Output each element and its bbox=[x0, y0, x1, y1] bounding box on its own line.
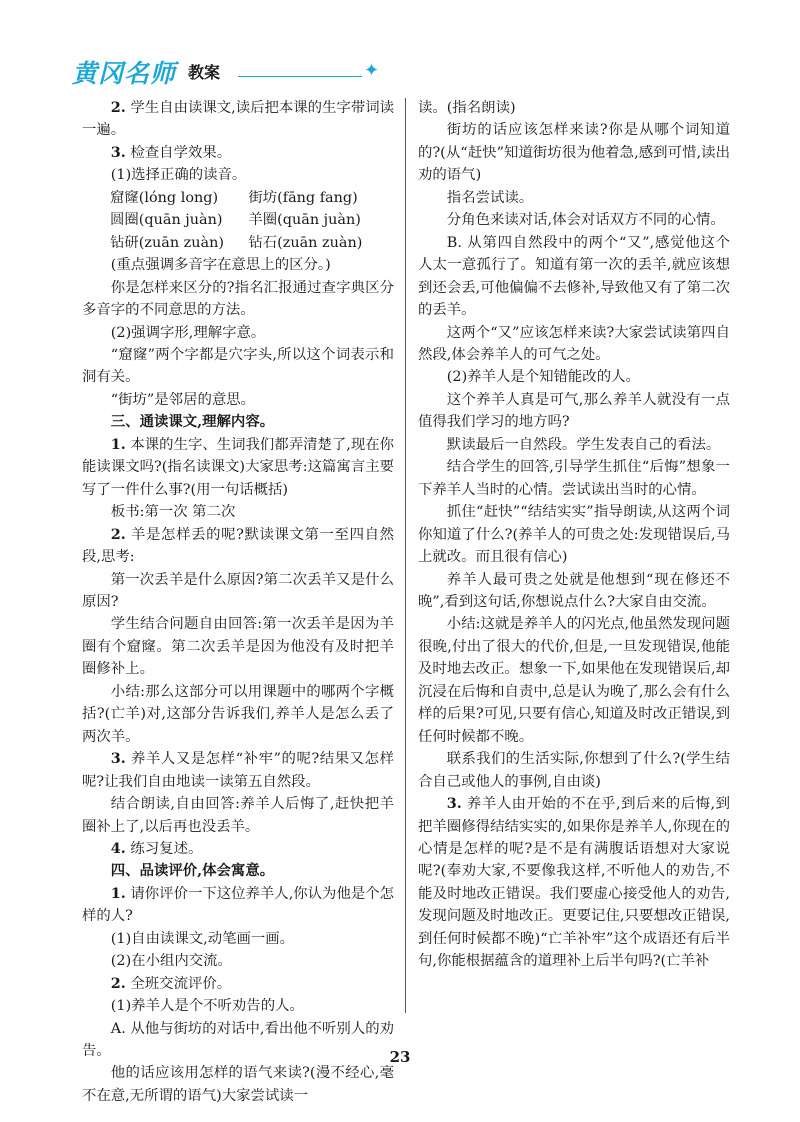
paragraph-text: 本课的生字、生词我们都弄清楚了,现在你能读课文吗?(指名读课文)大家思考:这篇寓言主要写了一件什么事?(用一句话概括) bbox=[82, 436, 395, 498]
paragraph: “窟窿”两个字都是穴字头,所以这个词表示和洞有关。 bbox=[82, 346, 394, 386]
paragraph-text: 羊是怎样丢的呢?默读课文第一至四自然段,思考: bbox=[82, 526, 394, 566]
paragraph: 小结:这就是养羊人的闪光点,他虽然发现问题很晚,付出了很大的代价,但是,一旦发现错误,他能及时地去改正。想象一下,如果他在发现错误后,却沉浸在后悔和自责中,总是认为晚了,那么会有什么样的后果?可见,只要有信心,知道及时改正错误,到任何时候都不晚。 bbox=[418, 616, 730, 745]
paragraph: (1)自由读课文,动笔画一画。 bbox=[110, 930, 295, 947]
paragraph-text: 检查自学效果。 bbox=[125, 144, 232, 161]
paragraph: (2)养羊人是个知错能改的人。 bbox=[446, 369, 640, 386]
paragraph: 街坊的话应该怎样来读?你是从哪个词知道的?(从“赶快”知道街坊很为他着急,感到可惜,读出劝的语气) bbox=[418, 122, 730, 184]
pinyin-row bbox=[82, 232, 394, 254]
paragraph bbox=[82, 97, 394, 142]
item-number: 3. bbox=[110, 750, 126, 768]
pinyin-row bbox=[82, 187, 394, 209]
paragraph: 这个养羊人真是可气,那么养羊人就没有一点值得我们学习的地方吗? bbox=[418, 391, 730, 431]
book-subtitle: 教案 bbox=[188, 63, 221, 82]
item-number: 2. bbox=[110, 99, 126, 116]
paragraph: A. 从他与街坊的对话中,看出他不听别人的劝告。 bbox=[82, 1020, 394, 1060]
pinyin-grid bbox=[82, 187, 394, 254]
paragraph bbox=[82, 434, 394, 501]
header-rule bbox=[238, 76, 362, 77]
paragraph: 你是怎样来区分的?指名汇报通过查字典区分多音字的不同意思的方法。 bbox=[82, 279, 394, 319]
paragraph bbox=[82, 973, 394, 995]
paragraph-text: 练习复述。 bbox=[125, 840, 203, 857]
paragraph bbox=[82, 142, 394, 164]
pinyin-word: 羊圈(quān juàn) bbox=[248, 212, 361, 229]
page-header bbox=[72, 52, 752, 92]
paragraph: (1)养羊人是个不听劝告的人。 bbox=[110, 998, 304, 1015]
item-number: 1. bbox=[110, 884, 126, 902]
paragraph: 读。(指名朗读) bbox=[418, 100, 516, 116]
item-number: 2. bbox=[110, 974, 126, 992]
paragraph: (2)强调字形,理解字意。 bbox=[110, 324, 266, 341]
left-column bbox=[82, 97, 394, 1107]
paragraph: 板书:第一次 第二次 bbox=[110, 504, 236, 521]
paragraph: 第一次丢羊是什么原因?第二次丢羊又是什么原因? bbox=[82, 571, 394, 610]
paragraph: 三、通读课文,理解内容。 bbox=[110, 413, 275, 431]
paragraph bbox=[82, 524, 394, 569]
paragraph: 学生结合问题自由回答:第一次丢羊是因为羊圈有个窟窿。第二次丢羊是因为他没有及时把羊圈修补上。 bbox=[82, 616, 394, 678]
paragraph: B. 从第四自然段中的两个“又”,感觉他这个人太一意孤行了。知道有第一次的丢羊,就应该想到还会丢,可他偏偏不去修补,导致他又有了第二次的丢羊。 bbox=[418, 234, 730, 319]
paragraph: 抓住“赶快”“结结实实”指导朗读,从这两个词你知道了什么?(养羊人的可贵之处:发现错误后,马上就改。而且很有信心) bbox=[418, 504, 730, 566]
paragraph-text: 养羊人又是怎样“补牢”的呢?结果又怎样呢?让我们自由地读一读第五自然段。 bbox=[82, 751, 394, 790]
paragraph: 指名尝试读。 bbox=[446, 189, 534, 206]
paragraph: “街坊”是邻居的意思。 bbox=[110, 391, 256, 408]
pinyin-word: 窟窿(lóng long) bbox=[110, 189, 219, 206]
paragraph: 默读最后一自然段。学生发表自己的看法。 bbox=[446, 436, 721, 453]
item-number: 3. bbox=[110, 143, 126, 161]
pinyin-word: 钻石(zuān zuàn) bbox=[248, 234, 363, 251]
paragraph: 养羊人最可贵之处就是他想到“现在修还不晚”,看到这句话,你想说点什么?大家自由交流。 bbox=[418, 571, 730, 610]
paragraph: (1)选择正确的读音。 bbox=[110, 167, 247, 184]
paragraph-text: 学生自由读课文,读后把本课的生字带词读一遍。 bbox=[82, 100, 395, 139]
pinyin-word: 街坊(fāng fang) bbox=[248, 189, 358, 206]
paragraph bbox=[82, 883, 394, 928]
paragraph: 联系我们的生活实际,你想到了什么?(学生结合自己或他人的事例,自由谈) bbox=[418, 751, 730, 790]
paragraph bbox=[418, 793, 730, 973]
paragraph-text: 全班交流评价。 bbox=[125, 975, 232, 992]
paragraph-text: 请你评价一下这位养羊人,你认为他是个怎样的人? bbox=[82, 885, 395, 925]
paragraph: 分角色来读对话,体会对话双方不同的心情。 bbox=[446, 212, 725, 229]
paragraph: 四、品读评价,体会寓意。 bbox=[110, 862, 275, 880]
item-number: 4. bbox=[110, 839, 126, 857]
right-column bbox=[418, 97, 730, 973]
paragraph bbox=[82, 748, 394, 793]
paragraph: 他的话应该用怎样的语气来读?(漫不经心,毫不在意,无所谓的语气)大家尝试读一 bbox=[82, 1065, 394, 1104]
column-divider bbox=[405, 98, 406, 1013]
item-number: 3. bbox=[446, 795, 462, 813]
pinyin-word: 钻研(zuān zuàn) bbox=[110, 234, 224, 251]
paragraph: (2)在小组内交流。 bbox=[110, 953, 232, 970]
paragraph: (重点强调多音字在意思上的区分。) bbox=[110, 257, 331, 274]
brand-logo: 黄冈名师 bbox=[72, 59, 177, 88]
pinyin-row bbox=[82, 209, 394, 231]
paragraph: 结合朗读,自由回答:养羊人后悔了,赶快把羊圈补上了,以后再也没丢羊。 bbox=[82, 796, 394, 835]
item-number: 1. bbox=[110, 435, 126, 453]
paragraph: 小结:那么这部分可以用课题中的哪两个字概括?(亡羊)对,这部分告诉我们,养羊人是怎么丢了两次羊。 bbox=[82, 683, 394, 745]
page-number: 23 bbox=[389, 1048, 411, 1066]
paragraph: 结合学生的回答,引导学生抓住“后悔”想象一下养羊人当时的心情。尝试读出当时的心情。 bbox=[418, 459, 730, 498]
paragraph: 这两个“又”应该怎样来读?大家尝试读第四自然段,体会养羊人的可气之处。 bbox=[418, 324, 730, 363]
sparkle-icon: ✦ bbox=[364, 60, 380, 81]
paragraph bbox=[82, 838, 394, 860]
pinyin-word: 圆圈(quān juàn) bbox=[110, 212, 223, 229]
item-number: 2. bbox=[110, 525, 126, 543]
paragraph-text: 养羊人由开始的不在乎,到后来的后悔,到把羊圈修得结结实实的,如果你是养羊人,你现在的心情是怎样的呢?是不是有满腹话语想对大家说呢?(奉劝大家,不要像我这样,不听他人的劝告,不能及时地改正错误。我们要虚心接受他人的劝告,发现问题及时地改正。更要记住,只要想改正错误,到任何时候都不晚)“亡羊补牢”这个成语还有后半句,你能根据蕴含的道理补上后半句吗?(亡羊补 bbox=[418, 796, 730, 970]
